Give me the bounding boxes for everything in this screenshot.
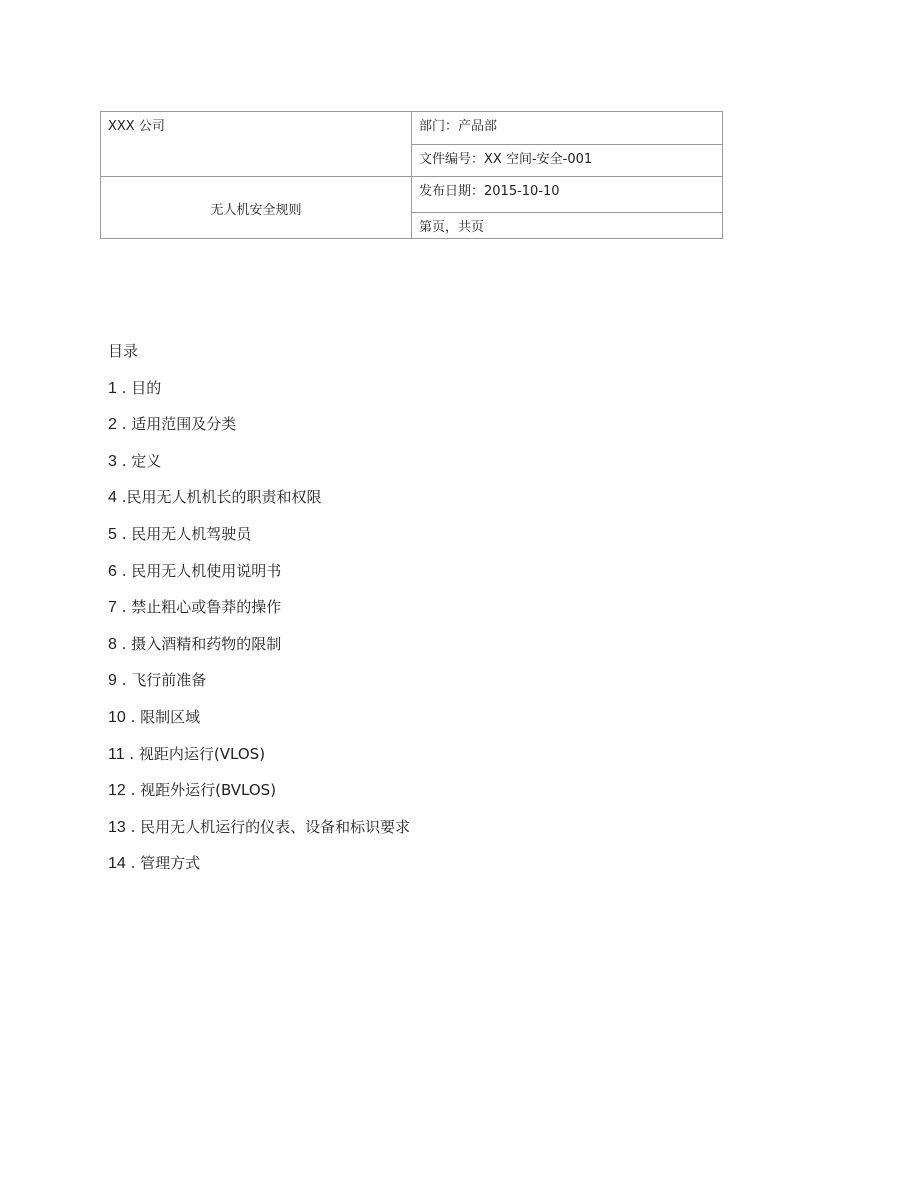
toc-item-text: . 禁止粗心或鲁莽的操作 (121, 598, 282, 617)
toc-item-number: 9 (108, 672, 117, 690)
toc-item-text: .民用无人机机长的职责和权限 (121, 488, 322, 507)
toc-item-text: . 视距内运行(VLOS) (129, 744, 266, 763)
toc-item-text: . 民用无人机使用说明书 (121, 561, 282, 580)
toc-item (108, 560, 410, 582)
toc-item-text: . 视距外运行(BVLOS) (130, 781, 277, 800)
toc-item (108, 413, 410, 435)
toc-item (108, 523, 410, 545)
department-field: 部门：产品部 (412, 112, 723, 145)
toc-item (108, 779, 410, 801)
document-header-table (100, 111, 723, 239)
toc-title: 目录 (108, 342, 139, 360)
toc-item-text: . 适用范围及分类 (121, 415, 237, 434)
toc-item-text: . 民用无人机运行的仪表、设备和标识要求 (130, 817, 411, 836)
company-name: XXX 公司 (101, 112, 412, 177)
toc-item-number: 4 (108, 489, 117, 507)
toc-item-number: 13 (108, 818, 126, 836)
toc-item-text: . 管理方式 (130, 854, 201, 873)
document-title: 无人机安全规则 (101, 177, 412, 239)
toc-item (108, 377, 410, 399)
toc-item (108, 633, 410, 655)
toc-item-number: 1 (108, 379, 117, 397)
toc-item (108, 816, 410, 838)
toc-item (108, 669, 410, 691)
toc-item (108, 706, 410, 728)
toc-item-number: 11 (108, 745, 125, 763)
toc-item-number: 14 (108, 855, 126, 873)
toc-item-number: 8 (108, 635, 117, 653)
toc-item (108, 596, 410, 618)
toc-item-text: . 定义 (121, 451, 162, 470)
document-number-field: 文件编号：XX 空间-安全-001 (412, 145, 723, 177)
toc-item-number: 7 (108, 599, 117, 617)
toc-item-number: 2 (108, 416, 117, 434)
toc-item-text: . 摄入酒精和药物的限制 (121, 634, 282, 653)
toc-item (108, 852, 410, 874)
toc-item (108, 450, 410, 472)
toc-item-number: 10 (108, 708, 126, 726)
toc-item-number: 3 (108, 452, 117, 470)
toc-item (108, 486, 410, 508)
toc-item-number: 12 (108, 782, 126, 800)
page-info-field: 第页，共页 (412, 213, 723, 239)
toc-item-number: 6 (108, 562, 117, 580)
table-of-contents (108, 340, 410, 889)
toc-item-text: . 飞行前准备 (121, 671, 207, 690)
toc-item-number: 5 (108, 525, 117, 543)
toc-item (108, 743, 410, 765)
release-date-field: 发布日期：2015-10-10 (412, 177, 723, 213)
toc-item-text: . 目的 (121, 378, 162, 397)
toc-item-text: . 限制区域 (130, 707, 201, 726)
toc-item-text: . 民用无人机驾驶员 (121, 524, 252, 543)
